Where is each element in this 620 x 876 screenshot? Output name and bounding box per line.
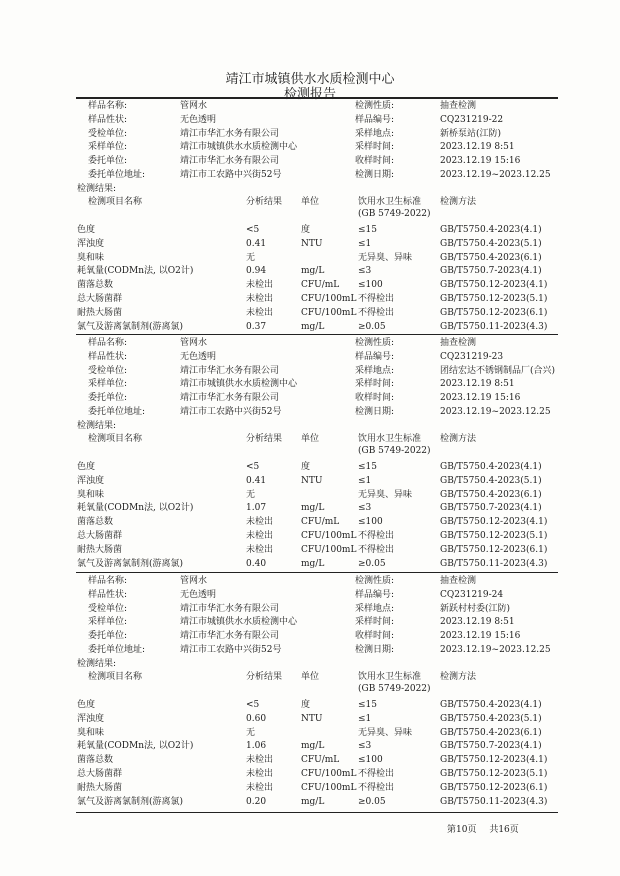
label-commissioner: 委托单位: [88,631,128,642]
row-standard: ≤15 [358,225,377,235]
label-sample-state: 样品性状: [88,351,128,362]
row-unit: CFU/100mL [301,544,357,555]
column-header-result: 分析结果 [246,197,283,207]
row-item-name: 浑浊度 [77,713,105,724]
row-unit: mg/L [301,266,325,277]
value-site: 团结宏达不锈钢制品厂(合兴) [440,365,556,376]
row-method: GB/T5750.4-2023(5.1) [440,713,542,724]
row-unit: 度 [301,462,311,472]
row-standard: ≤1 [358,238,372,249]
row-item-name: 浑浊度 [77,475,105,486]
results-heading: 检测结果: [77,421,117,431]
row-unit: 度 [301,700,311,710]
row-item-name: 总大肠菌群 [77,294,123,304]
value-test-date: 2023.12.19~2023.12.25 [440,645,551,655]
row-method: GB/T5750.4-2023(4.1) [440,462,542,472]
row-method: GB/T5750.4-2023(6.1) [440,252,542,263]
page-number: 第10页 [447,825,477,835]
label-sampler: 采样单位: [88,142,128,153]
row-result: 0.60 [246,713,267,724]
row-result: 未检出 [246,769,274,779]
label-inspect-type: 检测性质: [355,101,395,111]
row-standard: ≥0.05 [358,558,386,569]
row-standard: 不得检出 [358,769,395,779]
row-item-name: 色度 [77,700,96,710]
value-inspect-type: 抽查检测 [440,338,477,348]
row-result: 无 [246,727,256,738]
value-sampler: 靖江市城镇供水水质检测中心 [180,379,298,390]
label-client: 受检单位: [88,603,128,614]
row-method: GB/T5750.4-2023(4.1) [440,225,542,235]
label-site: 采样地点: [355,365,395,376]
row-method: GB/T5750.12-2023(5.1) [440,769,548,779]
label-inspect-type: 检测性质: [355,338,395,348]
row-unit: 度 [301,225,311,235]
row-method: GB/T5750.12-2023(5.1) [440,294,548,304]
row-item-name: 耗氧量(CODMn法, 以O2计) [77,266,194,277]
row-standard: ≤100 [358,280,383,291]
row-result: 0.41 [246,238,267,249]
row-method: GB/T5750.12-2023(6.1) [440,782,548,793]
value-site: 新桥泵站(江防) [440,128,502,139]
row-standard: ≤3 [358,741,372,752]
value-inspect-type: 抽查检测 [440,101,477,111]
page-footer [447,822,529,835]
row-result: 未检出 [246,544,274,555]
column-header-result: 分析结果 [246,434,283,444]
label-site: 采样地点: [355,128,395,139]
divider-line [76,97,558,99]
column-header-method: 检测方法 [440,197,477,207]
row-standard: 无异臭、异味 [358,489,413,500]
row-unit: NTU [301,713,323,724]
column-header-standard-code: (GB 5749-2022) [358,209,431,219]
value-sample-time: 2023.12.19 8:51 [440,617,515,628]
row-standard: ≤3 [358,503,372,514]
divider-line [76,812,558,813]
label-commissioner-addr: 委托单位地址: [88,645,146,655]
label-sample-name: 样品名称: [88,101,128,111]
value-sampler: 靖江市城镇供水水质检测中心 [180,617,298,628]
row-unit: mg/L [301,503,325,514]
row-method: GB/T5750.12-2023(4.1) [440,517,548,528]
label-receive-time: 收样时间: [355,156,395,167]
row-unit: CFU/mL [301,280,340,291]
row-standard: 不得检出 [358,544,395,555]
row-result: 0.40 [246,558,267,569]
row-unit: CFU/100mL [301,769,357,779]
row-result: 0.94 [246,266,267,277]
row-result: <5 [246,700,260,710]
value-sample-no: CQ231219-23 [440,351,504,362]
label-sampler: 采样单位: [88,379,128,390]
row-item-name: 耐热大肠菌 [77,544,123,555]
label-sample-no: 样品编号: [355,351,395,362]
value-sample-state: 无色透明 [180,114,217,125]
row-unit: mg/L [301,558,325,569]
row-unit: CFU/mL [301,517,340,528]
column-header-method: 检测方法 [440,434,477,444]
row-result: 无 [246,489,256,500]
value-receive-time: 2023.12.19 15:16 [440,631,521,642]
row-result: 0.41 [246,475,267,486]
row-method: GB/T5750.12-2023(6.1) [440,544,548,555]
row-result: <5 [246,462,260,472]
row-method: GB/T5750.12-2023(4.1) [440,755,548,766]
row-result: 未检出 [246,294,274,304]
label-commissioner: 委托单位: [88,156,128,167]
value-sample-no: CQ231219-22 [440,114,504,125]
row-unit: CFU/100mL [301,782,357,793]
value-sample-state: 无色透明 [180,589,217,600]
value-client: 靖江市华汇水务有限公司 [180,128,280,139]
column-header-unit: 单位 [301,672,320,682]
label-sample-no: 样品编号: [355,114,395,125]
row-unit: CFU/100mL [301,294,357,304]
value-sample-time: 2023.12.19 8:51 [440,142,515,153]
value-sample-no: CQ231219-24 [440,589,504,600]
column-header-item: 检测项目名称 [88,672,143,682]
row-result: 未检出 [246,782,274,793]
row-item-name: 耐热大肠菌 [77,782,123,793]
column-header-standard-code: (GB 5749-2022) [358,684,431,694]
column-header-standard: 饮用水卫生标准 [358,672,422,682]
row-method: GB/T5750.4-2023(6.1) [440,727,542,738]
value-commissioner-addr: 靖江市工农路中兴街52号 [180,407,282,417]
label-sampler: 采样单位: [88,617,128,628]
label-receive-time: 收样时间: [355,393,395,404]
row-item-name: 色度 [77,462,96,472]
label-receive-time: 收样时间: [355,631,395,642]
row-method: GB/T5750.12-2023(5.1) [440,531,548,541]
row-result: 未检出 [246,755,274,766]
row-result: 未检出 [246,280,274,291]
row-item-name: 色度 [77,225,96,235]
row-standard: ≤15 [358,700,377,710]
label-sample-time: 采样时间: [355,617,395,628]
row-unit: mg/L [301,796,325,807]
row-unit: CFU/100mL [301,531,357,541]
row-item-name: 菌落总数 [77,280,114,291]
column-header-method: 检测方法 [440,672,477,682]
label-sample-time: 采样时间: [355,379,395,390]
row-result: <5 [246,225,260,235]
value-inspect-type: 抽查检测 [440,576,477,586]
row-standard: 无异臭、异味 [358,727,413,738]
label-sample-state: 样品性状: [88,114,128,125]
column-header-item: 检测项目名称 [88,434,143,444]
row-result: 未检出 [246,307,274,318]
column-header-standard-code: (GB 5749-2022) [358,446,431,456]
row-standard: 不得检出 [358,531,395,541]
row-standard: ≤100 [358,755,383,766]
row-result: 0.37 [246,321,267,332]
row-result: 0.20 [246,796,267,807]
row-unit: NTU [301,475,323,486]
row-standard: ≤1 [358,713,372,724]
column-header-unit: 单位 [301,434,320,444]
results-heading: 检测结果: [77,184,117,194]
row-unit: mg/L [301,321,325,332]
value-commissioner: 靖江市华汇水务有限公司 [180,393,280,404]
row-method: GB/T5750.11-2023(4.3) [440,796,548,807]
label-sample-name: 样品名称: [88,338,128,348]
label-client: 受检单位: [88,365,128,376]
value-commissioner-addr: 靖江市工农路中兴街52号 [180,645,282,655]
row-item-name: 耗氧量(CODMn法, 以O2计) [77,741,194,752]
row-unit: CFU/100mL [301,307,357,318]
row-item-name: 臭和味 [77,252,105,263]
row-method: GB/T5750.12-2023(4.1) [440,280,548,291]
row-standard: 不得检出 [358,307,395,318]
label-sample-no: 样品编号: [355,589,395,600]
label-sample-state: 样品性状: [88,589,128,600]
label-sample-name: 样品名称: [88,576,128,586]
results-heading: 检测结果: [77,659,117,669]
label-test-date: 检测日期: [355,170,395,180]
value-receive-time: 2023.12.19 15:16 [440,393,521,404]
row-item-name: 臭和味 [77,489,105,500]
value-sample-state: 无色透明 [180,351,217,362]
label-test-date: 检测日期: [355,645,395,655]
value-test-date: 2023.12.19~2023.12.25 [440,407,551,417]
row-standard: ≥0.05 [358,796,386,807]
page-title: 靖江市城镇供水水质检测中心 [225,72,395,87]
label-site: 采样地点: [355,603,395,614]
row-item-name: 氯气及游离氯制剂(游离氯) [77,558,184,569]
label-inspect-type: 检测性质: [355,576,395,586]
row-result: 未检出 [246,531,274,541]
row-standard: ≤1 [358,475,372,486]
row-standard: ≤3 [358,266,372,277]
value-sample-time: 2023.12.19 8:51 [440,379,515,390]
value-receive-time: 2023.12.19 15:16 [440,156,521,167]
row-method: GB/T5750.4-2023(4.1) [440,700,542,710]
label-client: 受检单位: [88,128,128,139]
label-commissioner-addr: 委托单位地址: [88,170,146,180]
value-client: 靖江市华汇水务有限公司 [180,603,280,614]
row-item-name: 氯气及游离氯制剂(游离氯) [77,321,184,332]
column-header-standard: 饮用水卫生标准 [358,197,422,207]
divider-line [76,572,558,573]
row-method: GB/T5750.12-2023(6.1) [440,307,548,318]
label-test-date: 检测日期: [355,407,395,417]
label-commissioner: 委托单位: [88,393,128,404]
value-commissioner-addr: 靖江市工农路中兴街52号 [180,170,282,180]
row-method: GB/T5750.7-2023(4.1) [440,503,542,514]
row-standard: ≥0.05 [358,321,386,332]
row-standard: ≤15 [358,462,377,472]
row-result: 1.07 [246,503,267,514]
value-commissioner: 靖江市华汇水务有限公司 [180,631,280,642]
row-method: GB/T5750.7-2023(4.1) [440,266,542,277]
row-item-name: 臭和味 [77,727,105,738]
row-item-name: 菌落总数 [77,517,114,528]
column-header-item: 检测项目名称 [88,197,143,207]
row-item-name: 耗氧量(CODMn法, 以O2计) [77,503,194,514]
value-sampler: 靖江市城镇供水水质检测中心 [180,142,298,153]
value-client: 靖江市华汇水务有限公司 [180,365,280,376]
page-total: 共16页 [489,825,519,835]
row-item-name: 菌落总数 [77,755,114,766]
row-item-name: 总大肠菌群 [77,531,123,541]
row-method: GB/T5750.4-2023(6.1) [440,489,542,500]
row-result: 无 [246,252,256,263]
row-method: GB/T5750.7-2023(4.1) [440,741,542,752]
row-result: 未检出 [246,517,274,528]
value-sample-name: 管网水 [180,101,208,111]
value-sample-name: 管网水 [180,576,208,586]
row-unit: NTU [301,238,323,249]
value-sample-name: 管网水 [180,338,208,348]
divider-line [76,334,558,335]
label-commissioner-addr: 委托单位地址: [88,407,146,417]
row-method: GB/T5750.11-2023(4.3) [440,321,548,332]
row-standard: ≤100 [358,517,383,528]
value-commissioner: 靖江市华汇水务有限公司 [180,156,280,167]
row-method: GB/T5750.4-2023(5.1) [440,475,542,486]
column-header-result: 分析结果 [246,672,283,682]
value-test-date: 2023.12.19~2023.12.25 [440,170,551,180]
row-standard: 不得检出 [358,294,395,304]
column-header-unit: 单位 [301,197,320,207]
row-method: GB/T5750.4-2023(5.1) [440,238,542,249]
row-item-name: 浑浊度 [77,238,105,249]
column-header-standard: 饮用水卫生标准 [358,434,422,444]
row-unit: CFU/mL [301,755,340,766]
value-site: 新跃村村委(江防) [440,603,511,614]
row-item-name: 氯气及游离氯制剂(游离氯) [77,796,184,807]
row-unit: mg/L [301,741,325,752]
page-subtitle: 检测报告 [283,87,336,102]
row-standard: 不得检出 [358,782,395,793]
row-item-name: 耐热大肠菌 [77,307,123,318]
row-item-name: 总大肠菌群 [77,769,123,779]
label-sample-time: 采样时间: [355,142,395,153]
row-method: GB/T5750.11-2023(4.3) [440,558,548,569]
row-result: 1.06 [246,741,267,752]
row-standard: 无异臭、异味 [358,252,413,263]
